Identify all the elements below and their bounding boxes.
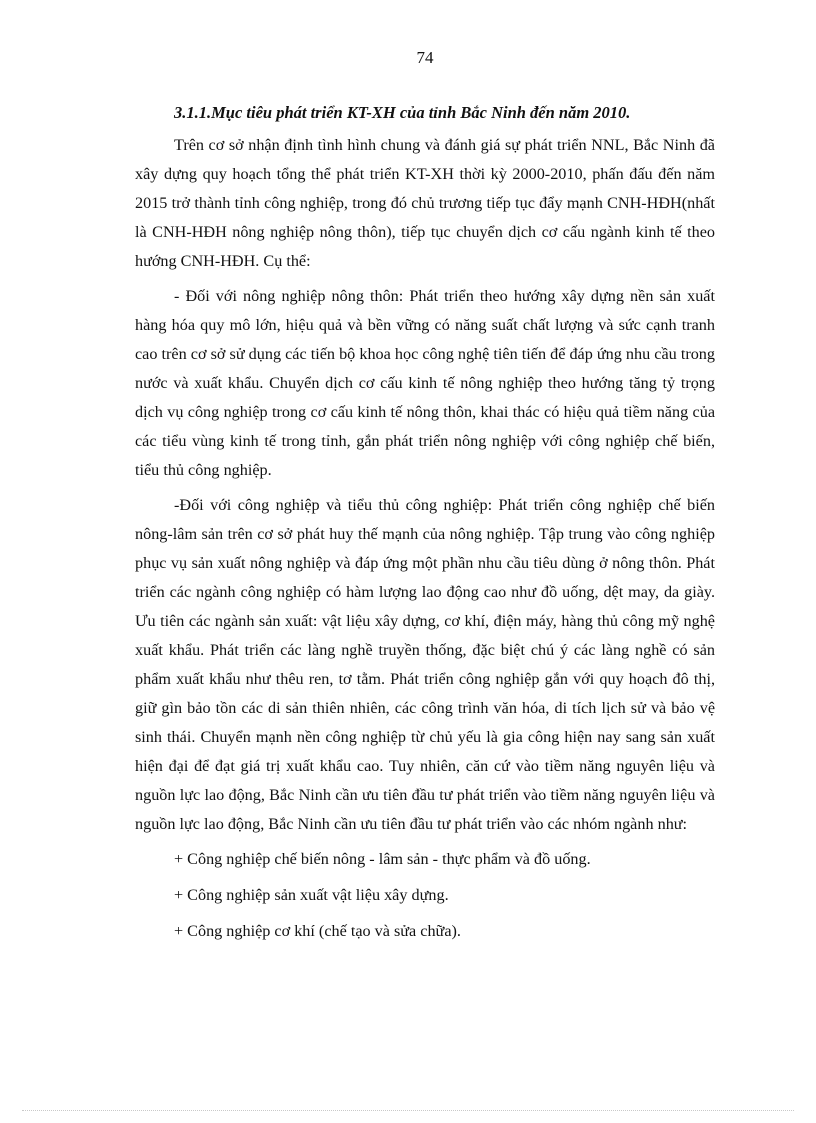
page-number: 74 [416, 48, 434, 67]
paragraph-agriculture: - Đối với nông nghiệp nông thôn: Phát triển theo hướng xây dựng nền sản xuất hàng hóa quy mô lớn, hiệu quả và bền vững có năng suất chất lượng và sức cạnh tranh cao trên cơ sở sử dụng các tiến bộ khoa học công nghệ tiên tiến để đáp ứng nhu cầu trong nước và xuất khẩu. Chuyển dịch cơ cấu kinh tế nông nghiệp theo hướng tăng tỷ trọng dịch vụ công nghiệp trong cơ cấu kinh tế nông thôn, khai thác có hiệu quả tiềm năng của các tiểu vùng kinh tế trong tỉnh, gắn phát triển nông nghiệp với công nghiệp chế biến, tiểu thủ công nghiệp. [135, 287, 715, 479]
document-body [135, 98, 715, 953]
list-item: + Công nghiệp cơ khí (chế tạo và sửa chữa). [174, 922, 461, 940]
paragraph-intro: Trên cơ sở nhận định tình hình chung và đánh giá sự phát triển NNL, Bắc Ninh đã xây dựng quy hoạch tổng thể phát triển KT-XH thời kỳ 2000-2010, phấn đấu đến năm 2015 trở thành tỉnh công nghiệp, trong đó chủ trương tiếp tục đẩy mạnh CNH-HĐH(nhất là CNH-HĐH nông nghiệp nông thôn), tiếp tục chuyển dịch cơ cấu ngành kinh tế theo hướng CNH-HĐH. Cụ thể: [135, 136, 715, 270]
section-heading: 3.1.1.Mục tiêu phát triển KT-XH của tỉnh Bắc Ninh đến năm 2010. [174, 103, 631, 122]
paragraph-industry: -Đối với công nghiệp và tiểu thủ công nghiệp: Phát triển công nghiệp chế biến nông-lâm sản trên cơ sở phát huy thế mạnh của nông nghiệp. Tập trung vào công nghiệp phục vụ sản xuất nông nghiệp và đáp ứng một phần nhu cầu tiêu dùng ở nông thôn. Phát triển các ngành công nghiệp có hàm lượng lao động cao như đồ uống, dệt may, da giày. Ưu tiên các ngành sản xuất: vật liệu xây dựng, cơ khí, điện máy, hàng thủ công mỹ nghệ xuất khẩu. Phát triển các làng nghề truyền thống, đặc biệt chú ý các làng nghề có sản phẩm xuất khẩu như thêu ren, tơ tằm. Phát triển công nghiệp gắn với quy hoạch đô thị, giữ gìn bảo tồn các di sản thiên nhiên, các công trình văn hóa, di tích lịch sử và bảo vệ sinh thái. Chuyển mạnh nền công nghiệp từ chủ yếu là gia công hiện nay sang sản xuất hiện đại để đạt giá trị xuất khẩu cao. Tuy nhiên, căn cứ vào tiềm năng nguyên liệu và nguồn lực lao động, Bắc Ninh cần ưu tiên đầu tư phát triển vào tiềm năng nguyên liệu và nguồn lực lao động, Bắc Ninh cần ưu tiên đầu tư phát triển vào các nhóm ngành như: [135, 496, 715, 833]
list-item: + Công nghiệp chế biến nông - lâm sản - thực phẩm và đồ uống. [174, 850, 591, 868]
list-item: + Công nghiệp sản xuất vật liệu xây dựng. [174, 886, 449, 904]
page-bottom-divider [22, 1110, 794, 1111]
